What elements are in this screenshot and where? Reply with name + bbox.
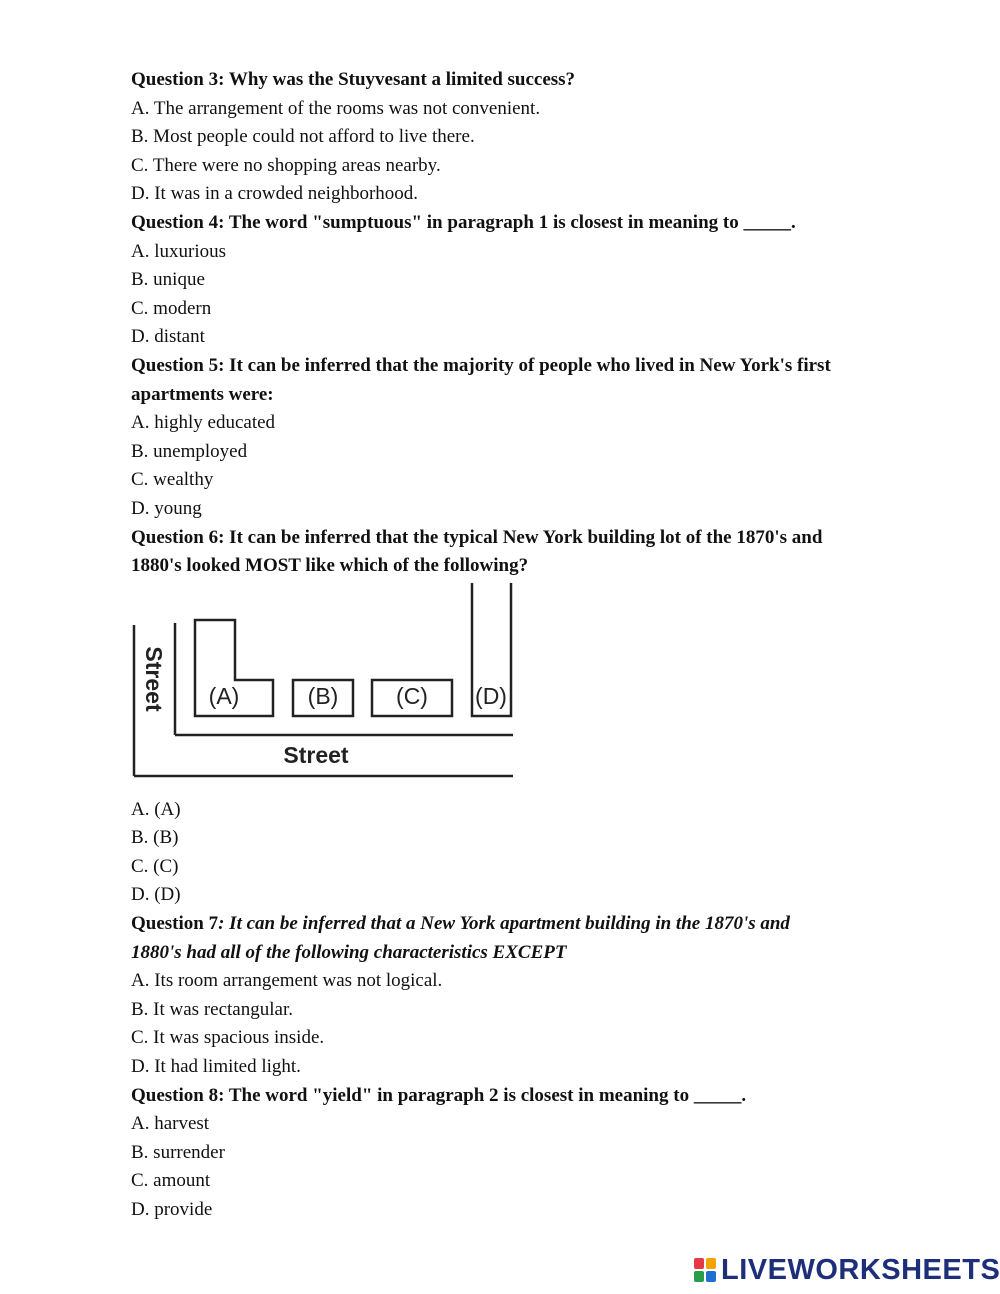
logo-square-green — [694, 1271, 704, 1282]
question-6-option-d[interactable]: D. (D) — [131, 884, 181, 906]
question-8-prompt: Question 8: The word "yield" in paragraph 2 is closest in meaning to _____. — [131, 1084, 747, 1106]
logo-square-blue — [706, 1271, 716, 1282]
question-4-option-d[interactable]: D. distant — [131, 326, 205, 348]
liveworksheets-logo-text: LIVEWORKSHEETS — [721, 1253, 1000, 1286]
question-7-option-c[interactable]: C. It was spacious inside. — [131, 1027, 325, 1049]
question-7-prompt — [131, 910, 831, 967]
question-4-option-b[interactable]: B. unique — [131, 269, 205, 291]
question-7-option-a[interactable]: A. Its room arrangement was not logical. — [131, 970, 443, 992]
lot-a-label: (A) — [208, 682, 240, 709]
question-5-option-c[interactable]: C. wealthy — [131, 469, 214, 491]
liveworksheets-logo-icon — [694, 1258, 716, 1282]
question-3-option-a[interactable]: A. The arrangement of the rooms was not convenient. — [131, 97, 541, 119]
question-6-option-a[interactable]: A. (A) — [131, 798, 181, 820]
question-6-option-c[interactable]: C. (C) — [131, 855, 179, 877]
question-4-option-c[interactable]: C. modern — [131, 297, 212, 319]
question-5-option-b[interactable]: B. unemployed — [131, 440, 248, 462]
question-4-option-a[interactable]: A. luxurious — [131, 240, 226, 262]
worksheet-page — [131, 66, 831, 1225]
logo-square-red — [694, 1258, 704, 1269]
question-3-option-b[interactable]: B. Most people could not afford to live there. — [131, 126, 475, 148]
street-vertical-label: Street — [141, 646, 167, 712]
liveworksheets-logo — [694, 1255, 1000, 1285]
question-5-option-a[interactable]: A. highly educated — [131, 412, 276, 434]
question-7-text: : It can be inferred that a New York apartment building in the 1870's and 1880's had all of the following characteristics EXCEPT — [131, 913, 790, 963]
lot-d-label: (D) — [475, 682, 507, 709]
question-3-option-d[interactable]: D. It was in a crowded neighborhood. — [131, 183, 419, 205]
question-7-number: Question 7 — [131, 913, 219, 935]
question-8-option-b[interactable]: B. surrender — [131, 1141, 225, 1163]
question-7-option-d[interactable]: D. It had limited light. — [131, 1056, 301, 1078]
question-3-prompt: Question 3: Why was the Stuyvesant a limited success? — [131, 69, 576, 90]
building-lot-diagram — [131, 583, 521, 783]
question-8-option-c[interactable]: C. amount — [131, 1170, 211, 1192]
question-6-option-b[interactable]: B. (B) — [131, 827, 179, 849]
question-4-prompt: Question 4: The word "sumptuous" in paragraph 1 is closest in meaning to _____. — [131, 211, 796, 233]
lot-b-label: (B) — [307, 682, 339, 709]
question-8-option-a[interactable]: A. harvest — [131, 1113, 210, 1135]
question-5-prompt: Question 5: It can be inferred that the majority of people who lived in New York's first apartments were: — [131, 354, 831, 405]
lot-c-label: (C) — [396, 682, 428, 709]
logo-square-yellow — [706, 1258, 716, 1269]
question-8-option-d[interactable]: D. provide — [131, 1199, 213, 1220]
question-3-option-c[interactable]: C. There were no shopping areas nearby. — [131, 154, 441, 176]
question-7-option-b[interactable]: B. It was rectangular. — [131, 998, 293, 1020]
question-6-prompt: Question 6: It can be inferred that the typical New York building lot of the 1870's and 1880's looked MOST like which of the following? — [131, 526, 823, 577]
question-5-option-d[interactable]: D. young — [131, 497, 202, 519]
street-horizontal-label: Street — [283, 741, 349, 768]
